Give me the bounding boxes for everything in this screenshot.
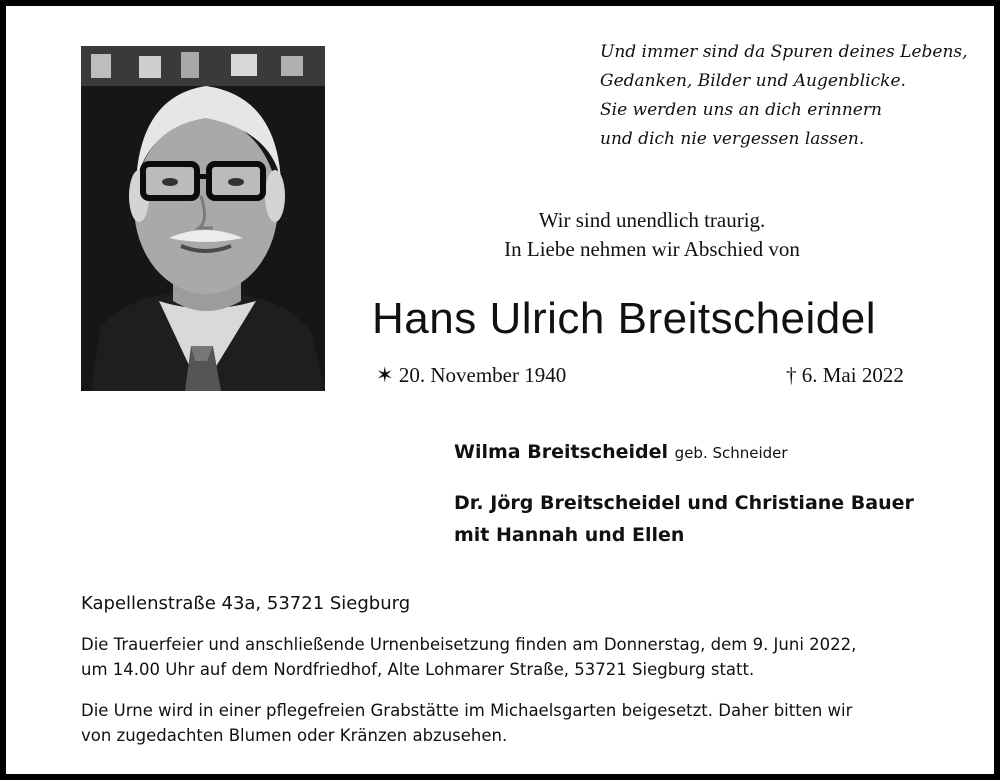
spouse (454, 436, 974, 469)
poem-line: und dich nie vergessen lassen. (600, 129, 865, 149)
funeral-line: um 14.00 Uhr auf dem Nordfriedhof, Alte Lohmarer Straße, 53721 Siegburg statt. (81, 660, 755, 679)
portrait-image (81, 46, 325, 391)
death-date: † 6. Mai 2022 (786, 363, 904, 387)
funeral-info (81, 632, 961, 682)
poem-line: Sie werden uns an dich erinnern (600, 100, 882, 120)
intro-line: In Liebe nehmen wir Abschied von (504, 237, 800, 261)
funeral-line: Die Trauerfeier und anschließende Urnenbeisetzung finden am Donnerstag, dem 9. Juni 2022, (81, 635, 857, 654)
intro-line: Wir sind unendlich traurig. (538, 208, 766, 232)
children (454, 487, 974, 551)
poem-line: Und immer sind da Spuren deines Lebens, (600, 42, 968, 62)
spouse-name: Wilma Breitscheidel (454, 441, 669, 463)
children-line: Dr. Jörg Breitscheidel und Christiane Bauer (454, 492, 914, 514)
spouse-maiden-name: geb. Schneider (674, 444, 788, 462)
children-line: mit Hannah und Ellen (454, 524, 685, 546)
burial-line: von zugedachten Blumen oder Kränzen abzusehen. (81, 726, 508, 745)
family-signatures (454, 436, 974, 551)
address: Kapellenstraße 43a, 53721 Siegburg (81, 593, 411, 614)
burial-info (81, 698, 961, 748)
poem-line: Gedanken, Bilder und Augenblicke. (600, 71, 906, 91)
intro-text (446, 206, 858, 264)
info-block (81, 591, 961, 764)
birth-date: ✶ 20. November 1940 (376, 363, 567, 387)
burial-line: Die Urne wird in einer pflegefreien Grabstätte im Michaelsgarten beigesetzt. Daher bitten wir (81, 701, 853, 720)
deceased-name: Hans Ulrich Breitscheidel (372, 294, 877, 343)
poem (600, 38, 968, 154)
portrait-photo (81, 46, 325, 391)
